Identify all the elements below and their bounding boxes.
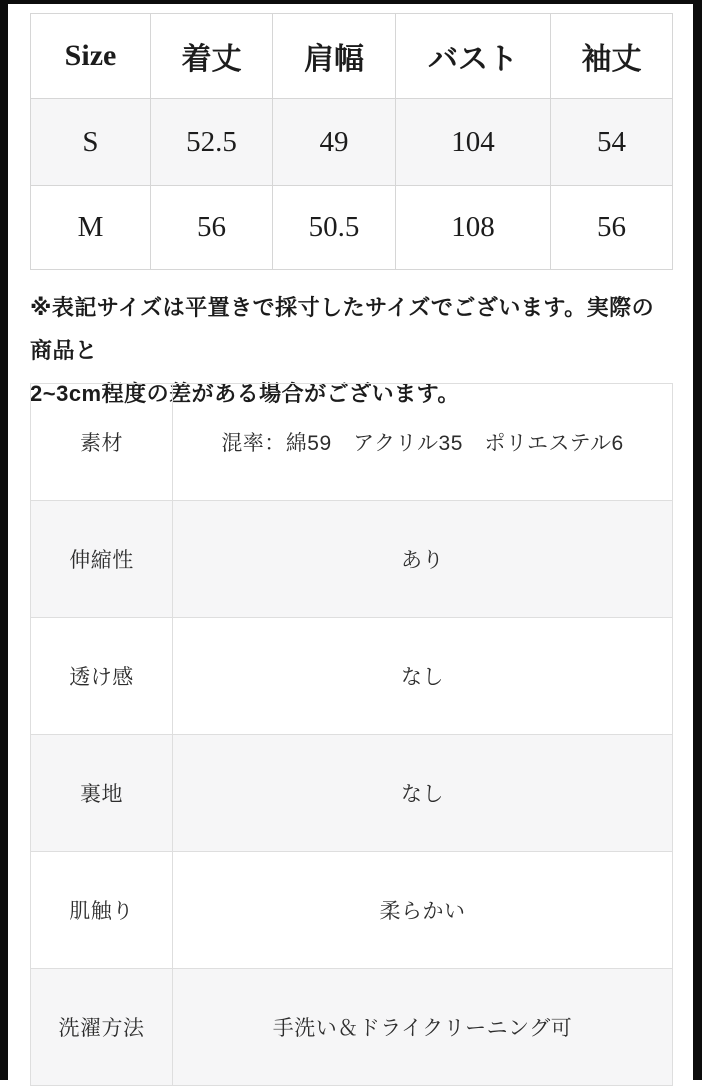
size-note-line-1: ※表記サイズは平置きで採寸したサイズでございます。実際の商品と xyxy=(30,295,655,363)
spec-label-cell: 伸縮性 xyxy=(31,501,173,618)
size-value-cell: 50.5 xyxy=(273,186,396,270)
size-value-cell: 52.5 xyxy=(151,99,273,186)
size-value-cell: 108 xyxy=(396,186,551,270)
size-value-cell: 56 xyxy=(551,186,673,270)
size-table-header-length: 着丈 xyxy=(151,14,273,99)
size-label-cell: S xyxy=(31,99,151,186)
size-value-cell: 104 xyxy=(396,99,551,186)
size-table-header-shoulder: 肩幅 xyxy=(273,14,396,99)
spec-row-washing xyxy=(31,969,673,1086)
spec-value-cell: なし xyxy=(173,618,673,735)
letterbox-top-bar xyxy=(0,0,702,4)
size-value-cell: 49 xyxy=(273,99,396,186)
spec-label-cell: 肌触り xyxy=(31,852,173,969)
spec-label-cell: 洗濯方法 xyxy=(31,969,173,1086)
size-note-line-2: 2~3cm程度の差がある場合がございます。 xyxy=(30,381,460,406)
size-label-cell: M xyxy=(31,186,151,270)
spec-label-cell: 裏地 xyxy=(31,735,173,852)
size-table-row-m xyxy=(31,186,673,270)
size-value-cell: 56 xyxy=(151,186,273,270)
spec-row-material xyxy=(31,384,673,501)
spec-value-cell: 混率：綿59 アクリル35 ポリエステル6 xyxy=(173,384,673,501)
spec-value-cell: 手洗い＆ドライクリーニング可 xyxy=(173,969,673,1086)
size-value-cell: 54 xyxy=(551,99,673,186)
spec-value-cell: あり xyxy=(173,501,673,618)
letterbox-right-bar xyxy=(693,0,702,1080)
size-table-header-row xyxy=(31,14,673,99)
size-table xyxy=(30,13,673,270)
spec-value-cell: なし xyxy=(173,735,673,852)
spec-label-cell: 透け感 xyxy=(31,618,173,735)
spec-row-lining xyxy=(31,735,673,852)
spec-value-cell: 柔らかい xyxy=(173,852,673,969)
spec-label-cell: 素材 xyxy=(31,384,173,501)
size-table-row-s xyxy=(31,99,673,186)
spec-row-sheerness xyxy=(31,618,673,735)
spec-row-texture xyxy=(31,852,673,969)
spec-table xyxy=(30,383,673,1086)
size-table-header-bust: バスト xyxy=(396,14,551,99)
size-table-header-size: Size xyxy=(31,14,151,99)
size-table-header-sleeve: 袖丈 xyxy=(551,14,673,99)
letterbox-left-bar xyxy=(0,0,8,1080)
spec-row-stretch xyxy=(31,501,673,618)
